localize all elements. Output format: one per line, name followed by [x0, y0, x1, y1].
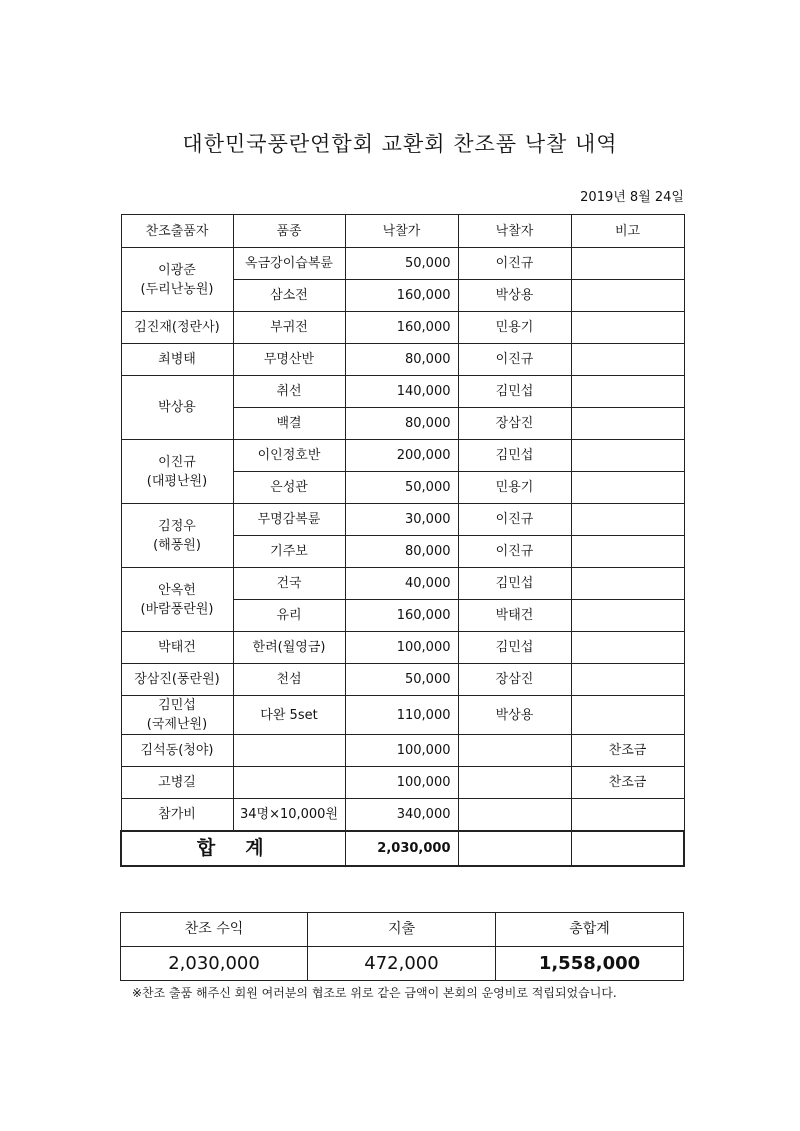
price-cell: 340,000: [345, 799, 458, 831]
table-row: [121, 376, 684, 408]
variety-cell: 한려(월영금): [233, 632, 345, 664]
variety-cell: [233, 767, 345, 799]
winner-cell: 이진규: [458, 504, 571, 536]
table-row: [121, 568, 684, 600]
donor-name-line: (대평난원): [146, 473, 208, 489]
donor-cell: [121, 799, 233, 831]
variety-cell: 이인정호반: [233, 440, 345, 472]
donor-name-line: 이광준: [158, 262, 196, 278]
summary-header-expense: 지출: [308, 913, 496, 947]
total-row: [121, 831, 684, 866]
winner-cell: 김민섭: [458, 376, 571, 408]
donor-name-line: 박태건: [158, 640, 196, 655]
winner-cell: 장삼진: [458, 408, 571, 440]
summary-expense-value: 472,000: [308, 947, 496, 981]
donor-name-line: 최병태: [158, 352, 196, 367]
note-cell: [571, 799, 684, 831]
table-row: [121, 735, 684, 767]
table-header-row: [121, 215, 684, 248]
variety-cell: 부귀전: [233, 312, 345, 344]
total-value: 2,030,000: [345, 831, 458, 866]
summary-value-row: [121, 947, 684, 981]
variety-cell: 무명감복륜: [233, 504, 345, 536]
note-cell: [571, 440, 684, 472]
note-cell: [571, 600, 684, 632]
variety-cell: 은성관: [233, 472, 345, 504]
table-row: [121, 312, 684, 344]
winner-cell: 민용기: [458, 312, 571, 344]
price-cell: 50,000: [345, 248, 458, 280]
note-cell: [571, 504, 684, 536]
price-cell: 30,000: [345, 504, 458, 536]
note-cell: [571, 568, 684, 600]
variety-cell: [233, 735, 345, 767]
winner-cell: 장삼진: [458, 664, 571, 696]
header-donor: 찬조출품자: [121, 215, 233, 248]
donor-cell: [121, 440, 233, 504]
donor-name-line: (해풍원): [153, 537, 201, 553]
winner-cell: 박태건: [458, 600, 571, 632]
winner-cell: [458, 799, 571, 831]
donor-cell: [121, 344, 233, 376]
winner-cell: 민용기: [458, 472, 571, 504]
donor-name-line: 김민섭: [158, 698, 196, 713]
variety-cell: 천섬: [233, 664, 345, 696]
donor-name-line: (국제난원): [146, 717, 208, 732]
summary-table: [120, 912, 684, 981]
document-date: 2019년 8월 24일: [580, 190, 684, 205]
price-cell: 160,000: [345, 280, 458, 312]
winner-cell: 박상용: [458, 696, 571, 735]
price-cell: 40,000: [345, 568, 458, 600]
variety-cell: 옥금강이습복륜: [233, 248, 345, 280]
note-cell: 찬조금: [571, 767, 684, 799]
price-cell: 50,000: [345, 472, 458, 504]
note-cell: [571, 312, 684, 344]
summary-header-row: [121, 913, 684, 947]
price-cell: 160,000: [345, 312, 458, 344]
summary-income-value: 2,030,000: [121, 947, 308, 981]
price-cell: 100,000: [345, 735, 458, 767]
winner-cell: 박상용: [458, 280, 571, 312]
footnote: ※찬조 출품 해주신 회원 여러분의 협조로 위로 같은 금액이 본회의 운영비로 적립되었습니다.: [132, 986, 617, 1000]
donor-cell: [121, 248, 233, 312]
price-cell: 80,000: [345, 536, 458, 568]
donor-cell: [121, 504, 233, 568]
note-cell: [571, 696, 684, 735]
table-row: [121, 440, 684, 472]
note-cell: 찬조금: [571, 735, 684, 767]
header-winner: 낙찰자: [458, 215, 571, 248]
donor-name-line: 김정우: [158, 518, 196, 534]
note-cell: [571, 344, 684, 376]
auction-results-table: [120, 214, 685, 867]
price-cell: 110,000: [345, 696, 458, 735]
note-cell: [571, 248, 684, 280]
variety-cell: 유리: [233, 600, 345, 632]
table-row: [121, 344, 684, 376]
note-cell: [571, 376, 684, 408]
donor-cell: [121, 312, 233, 344]
variety-cell: 다완 5set: [233, 696, 345, 735]
winner-cell: [458, 735, 571, 767]
donor-cell: [121, 632, 233, 664]
table-row: [121, 248, 684, 280]
donor-cell: [121, 735, 233, 767]
price-cell: 80,000: [345, 408, 458, 440]
winner-cell: 김민섭: [458, 632, 571, 664]
variety-cell: 건국: [233, 568, 345, 600]
note-cell: [571, 472, 684, 504]
variety-cell: 백결: [233, 408, 345, 440]
table-row: [121, 767, 684, 799]
note-cell: [571, 280, 684, 312]
table-row: [121, 504, 684, 536]
winner-cell: [458, 767, 571, 799]
winner-cell: 김민섭: [458, 440, 571, 472]
note-cell: [571, 664, 684, 696]
note-cell: [571, 536, 684, 568]
table-row: [121, 664, 684, 696]
header-price: 낙찰가: [345, 215, 458, 248]
donor-cell: [121, 376, 233, 440]
header-variety: 품종: [233, 215, 345, 248]
price-cell: 200,000: [345, 440, 458, 472]
winner-cell: 이진규: [458, 248, 571, 280]
donor-name-line: 김진재(정란사): [134, 320, 220, 335]
donor-cell: [121, 568, 233, 632]
price-cell: 100,000: [345, 632, 458, 664]
variety-cell: 무명산반: [233, 344, 345, 376]
donor-name-line: 김석동(청야): [140, 743, 214, 758]
document-title: 대한민국풍란연합회 교환회 찬조품 낙찰 내역: [182, 132, 618, 156]
total-empty-cell: [458, 831, 571, 866]
price-cell: 140,000: [345, 376, 458, 408]
total-label: 합계: [121, 831, 345, 866]
header-note: 비고: [571, 215, 684, 248]
donor-name-line: 장삼진(풍란원): [134, 672, 220, 687]
summary-header-income: 찬조 수익: [121, 913, 308, 947]
donor-cell: [121, 664, 233, 696]
donor-name-line: 박상용: [158, 400, 196, 415]
winner-cell: 이진규: [458, 344, 571, 376]
note-cell: [571, 408, 684, 440]
variety-cell: 삼소전: [233, 280, 345, 312]
price-cell: 80,000: [345, 344, 458, 376]
donor-name-line: (바람풍란원): [140, 601, 214, 617]
summary-header-grand-total: 총합계: [496, 913, 684, 947]
note-cell: [571, 632, 684, 664]
donor-cell: [121, 696, 233, 735]
donor-name-line: 이진규: [158, 454, 196, 470]
summary-grand-total-value: 1,558,000: [496, 947, 684, 981]
variety-cell: 취선: [233, 376, 345, 408]
donor-name-line: 참가비: [158, 806, 196, 822]
price-cell: 50,000: [345, 664, 458, 696]
winner-cell: 이진규: [458, 536, 571, 568]
donor-name-line: (두리난농원): [140, 281, 214, 297]
total-empty-cell: [571, 831, 684, 866]
donor-cell: [121, 767, 233, 799]
table-row: [121, 799, 684, 831]
variety-cell: 기주보: [233, 536, 345, 568]
table-row: [121, 632, 684, 664]
price-cell: 100,000: [345, 767, 458, 799]
table-row: [121, 696, 684, 735]
donor-name-line: 고병길: [158, 775, 196, 790]
variety-cell: 34명×10,000원: [233, 799, 345, 831]
winner-cell: 김민섭: [458, 568, 571, 600]
price-cell: 160,000: [345, 600, 458, 632]
donor-name-line: 안옥헌: [158, 582, 196, 598]
